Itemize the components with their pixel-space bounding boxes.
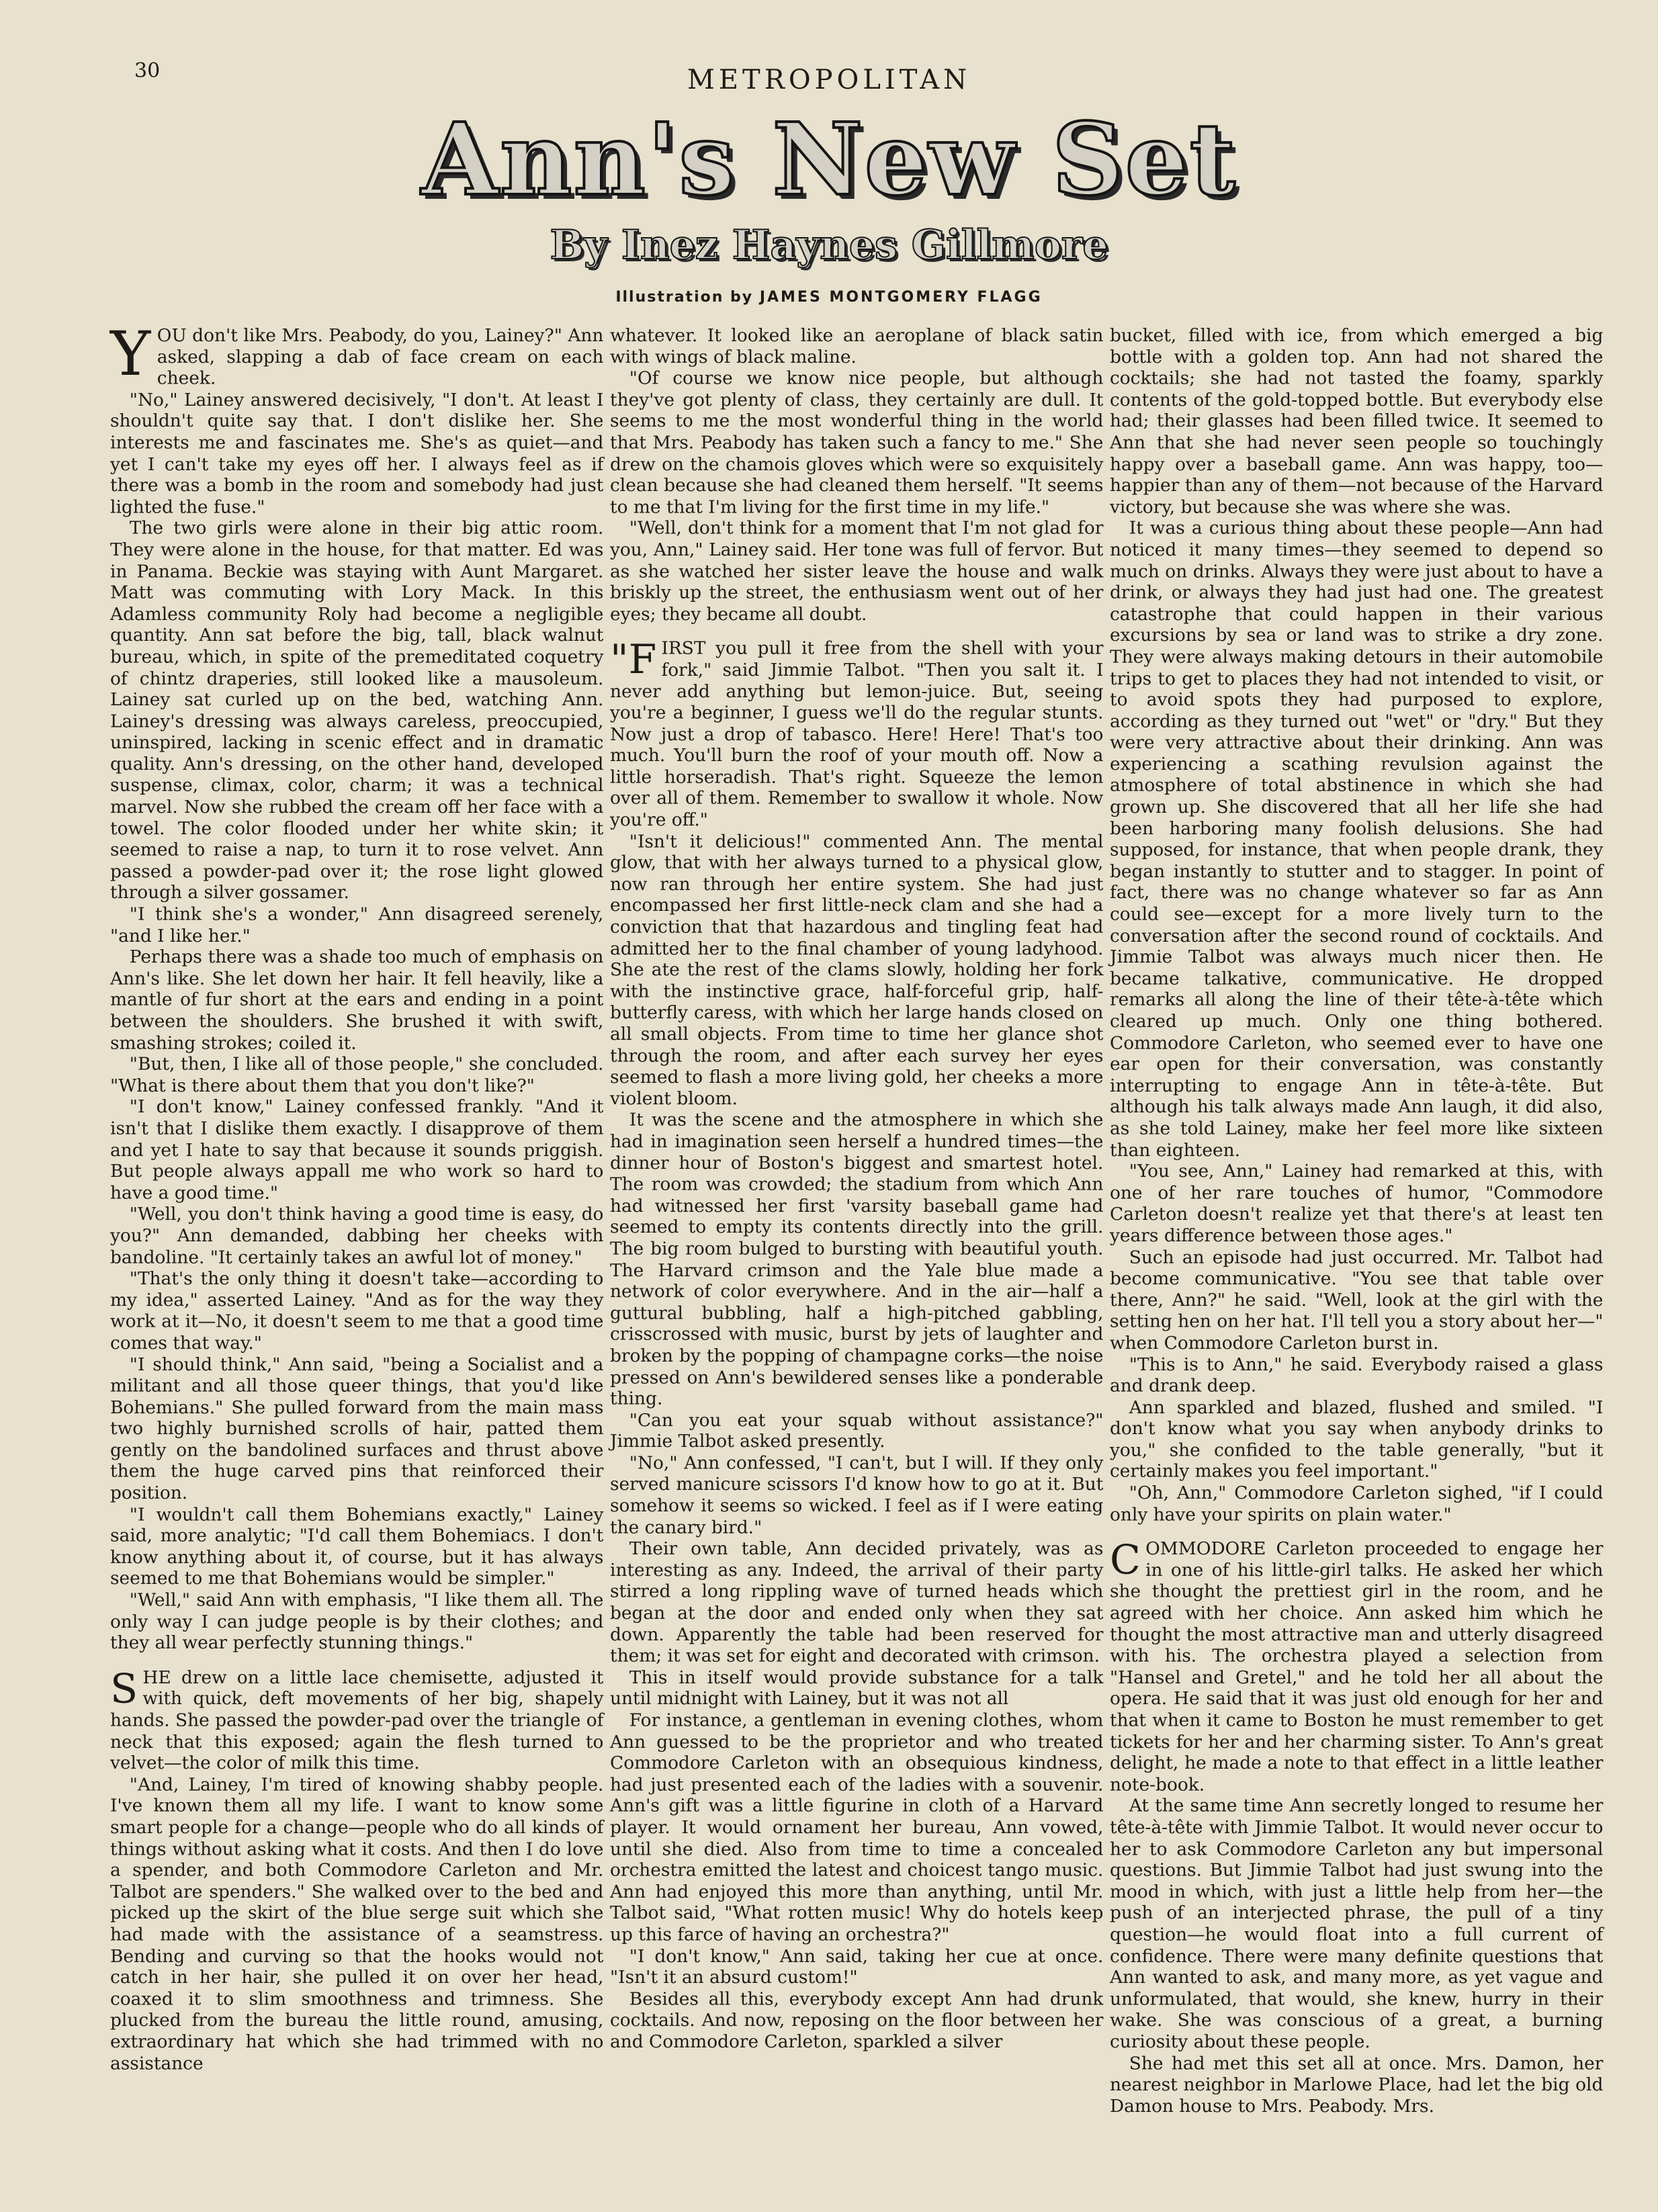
paragraph: "Well," said Ann with emphasis, "I like them all. The only way I can judge people is by their clothes; and they all wear perfectly stunning things.": [110, 1590, 604, 1654]
text-column-1: [110, 318, 604, 2075]
paragraph: bucket, filled with ice, from which emerged a big bottle with a golden top. Ann had not shared the cocktails; she had not tasted the foamy, sparkly contents of the gold-topped bottle. But everybody else had; their glasses had been filled twice. It seemed to Ann that she had never seen people so touchingly happy over a baseball game. Ann was happy, too—happier than any of them—not because of the Harvard victory, but because she was where she was.: [1110, 326, 1604, 518]
paragraph: It was the scene and the atmosphere in which she had in imagination seen herself a hundred times—the dinner hour of Boston's biggest and smartest hotel. The room was crowded; the stadium from which Ann had witnessed her first 'varsity baseball game had seemed to empty its contents directly into the grill. The big room bulged to bursting with beautiful youth. The Harvard crimson and the Yale blue made a network of color everywhere. And in the air—half a guttural bubbling, half a high-pitched gabbling, crisscrossed with music, burst by jets of laughter and broken by the popping of champagne corks—the noise pressed on Ann's bewildered senses like a ponderable thing.: [610, 1110, 1104, 1409]
paragraph: "Isn't it delicious!" commented Ann. The mental glow, that with her always turned to a physical glow, now ran through her entire system. She had just encompassed her first little-neck clam and she had a conviction that that hazardous and tingling feat had admitted her to the final chamber of young ladyhood. She ate the rest of the clams slowly, holding her fork with the instinctive grace, half-forceful grip, half-butterfly caress, with which her large hands closed on all small objects. From time to time her glance shot through the room, and after each survey her eyes seemed to flash a more living gold, her cheeks a more violent bloom.: [610, 832, 1104, 1110]
paragraph: It was a curious thing about these people—Ann had noticed it many times—they seemed to depend so much on drinks. Always they were just about to have a drink, or always they had just had one. The greatest catastrophe that could happen in their various excursions by sea or land was to strike a dry zone. They were always making detours in their automobile trips to get to places they had not intended to visit, or to avoid spots they had purposed to explore, according as they turned out "wet" or "dry." But they were very attractive about their drinking. Ann was experiencing a scathing revulsion against the atmosphere of total abstinence in which she had grown up. She discovered that all her life she had been harboring many foolish delusions. She had supposed, for instance, that when people drank, they began instantly to stutter and to stagger. In point of fact, there was no change whatever so far as Ann could see—except for a more lively turn to the conversation after the second round of cocktails. And Jimmie Talbot was always much nicer then. He became talkative, communicative. He dropped remarks all along the line of their tête-à-tête which cleared up much. Only one thing bothered. Commodore Carleton, who seemed ever to have one ear open for their conversation, was constantly interrupting to engage Ann in tête-à-tête. But although his talk always made Ann laugh, it did also, as she told Lainey, make her feel more like sixteen than eighteen.: [1110, 519, 1604, 1161]
text-column-2: [610, 326, 1103, 2053]
paragraph: Besides all this, everybody except Ann had drunk cocktails. And now, reposing on the floor between her and Commodore Carleton, sparkled a silver: [610, 1989, 1104, 2053]
paragraph-text: HE drew on a little lace chemisette, adjusted it with quick, deft movements of her big, shapely hands. She passed the powder-pad over the triangle of neck that this exposed; again the flesh turned to velvet—the color of milk this time.: [110, 1667, 604, 1774]
paragraph: [610, 636, 1104, 832]
illustrator-name: JAMES MONTGOMERY FLAGG: [759, 289, 1043, 306]
paragraph: She had met this set all at once. Mrs. Damon, her nearest neighbor in Marlowe Place, had let the big old Damon house to Mrs. Peabody. Mrs.: [1110, 2053, 1604, 2117]
drop-cap: C: [1110, 1536, 1141, 1584]
paragraph: "But, then, I like all of those people," she concluded. "What is there about them that you don't like?": [110, 1055, 604, 1096]
illustration-credit: [0, 289, 1658, 306]
text-column-3: [1110, 326, 1603, 2118]
paragraph: "Can you eat your squab without assistance?" Jimmie Talbot asked presently.: [610, 1410, 1104, 1452]
byline: By Inez Haynes Gillmore: [550, 222, 1108, 269]
paragraph: "I wouldn't call them Bohemians exactly," Lainey said, more analytic; "I'd call them Bohemiacs. I don't know anything about it, of course, but it has always seemed to me that Bohemians would be simpler.": [110, 1505, 604, 1589]
paragraph: Such an episode had just occurred. Mr. Talbot had become communicative. "You see that table over there, Ann?" he said. "Well, look at the girl with the setting hen on her hat. I'll tell you a story about her—" when Commodore Carleton burst in.: [1110, 1247, 1604, 1354]
paragraph: This in itself would provide substance for a talk until midnight with Lainey, but it was not all: [610, 1667, 1104, 1710]
paragraph: "And, Lainey, I'm tired of knowing shabby people. I've known them all my life. I want to know some smart people for a change—people who do all kinds of things without asking what it costs. And then I do love a spender, and both Commodore Carleton and Mr. Talbot are spenders." She walked over to the bed and picked up the skirt of the blue serge suit which she had made with the assistance of a seamstress. Bending and curving so that the hooks would not catch in her hair, she pulled it on over her head, coaxed it to slim smoothness and trimness. She plucked from the bureau the little round, amusing, extraordinary hat which she had trimmed with no assistance: [110, 1775, 604, 2074]
paragraph-text: OMMODORE Carleton proceeded to engage her in one of his little-girl talks. He asked her which she thought the prettiest girl in the room, and he agreed with her choice. Ann asked him which he thought the most attractive man and utterly disagreed with his. The orchestra played a selection from "Hansel and Gretel," and he told her all about the opera. He said that it was just old enough for her and that when it came to Boston he must remember to get tickets for her and her charming sister. To Ann's great delight, he made a note to that effect in a little leather note-book.: [1110, 1539, 1604, 1796]
paragraph: For instance, a gentleman in evening clothes, whom Ann guessed to be the proprietor and who treated Commodore Carleton with an obsequious kindness, had just presented each of the ladies with a souvenir. Ann's gift was a little figurine in cloth of a Harvard player. It would ornament her bureau, Ann vowed, until she died. Also from time to time a concealed orchestra emitted the latest and choicest tango music. Ann had enjoyed this more than anything, until Mr. Talbot said, "What rotten music! Why do hotels keep up this farce of having an orchestra?": [610, 1710, 1104, 1945]
paragraph: "I don't know," Ann said, taking her cue at once. "Isn't it an absurd custom!": [610, 1946, 1104, 1988]
paragraph: "No," Lainey answered decisively, "I don't. At least I shouldn't quite say that. I don't dislike her. She interests me and fascinates me. She's as quiet—and yet I can't take my eyes off her. I always feel as if there was a bomb in the room and somebody had just lighted the fuse.": [110, 390, 604, 518]
running-head: METROPOLITAN: [687, 64, 971, 95]
drop-cap: "F: [610, 636, 657, 683]
paragraph-text: IRST you pull it free from the shell with your fork," said Jimmie Talbot. "Then you salt it. I never add anything but lemon-juice. But, seeing you're a beginner, I guess we'll do the regular stunts. Now just a drop of tabasco. Here! Here! That's too much. You'll burn the roof of your mouth off. Now a little horseradish. That's right. Squeeze the lemon over all of them. Remember to swallow it whole. Now you're off.": [610, 638, 1104, 831]
paragraph: "This is to Ann," he said. Everybody raised a glass and drank deep.: [1110, 1354, 1604, 1397]
paragraph: The two girls were alone in their big attic room. They were alone in the house, for that matter. Ed was in Panama. Beckie was staying with Aunt Margaret. Matt was commuting with Lory Mack. In this Adamless community Roly had become a negligible quantity. Ann sat before the big, tall, black walnut bureau, which, in spite of the premeditated coquetry of chintz draperies, still looked like a mausoleum. Lainey sat curled up on the bed, watching Ann. Lainey's dressing was always careless, preoccupied, uninspired, lacking in scenic effect and in dramatic quality. Ann's dressing, on the other hand, developed suspense, climax, color, charm; it was a technical marvel. Now she rubbed the cream off her face with a towel. The color flooded under her white skin; it seemed to raise a nap, to turn it to rose velvet. Ann passed a powder-pad over it; the rose light glowed through a silver gossamer.: [110, 519, 604, 903]
paragraph: Ann sparkled and blazed, flushed and smiled. "I don't know what you say when anybody drinks to you," she confided to the table generally, "but it certainly makes you feel important.": [1110, 1397, 1604, 1483]
paragraph: Perhaps there was a shade too much of emphasis on Ann's like. She let down her hair. It fell heavily, like a mantle of fur short at the ears and ending in a point between the shoulders. She brushed it with swift, smashing strokes; coiled it.: [110, 947, 604, 1054]
paragraph: [110, 1665, 604, 1775]
paragraph: [110, 318, 604, 390]
paragraph: "Well, you don't think having a good time is easy, do you?" Ann demanded, dabbing her cheeks with bandoline. "It certainly takes an awful lot of money.": [110, 1204, 604, 1268]
paragraph: "You see, Ann," Lainey had remarked at this, with one of her rare touches of humor, "Commodore Carleton doesn't realize yet that there's at least ten years difference between those ages.": [1110, 1161, 1604, 1247]
paragraph: "I don't know," Lainey confessed frankly. "And it isn't that I dislike them exactly. I disapprove of them and yet I hate to say that because it sounds priggish. But people always appall me who work so hard to have a good time.": [110, 1097, 604, 1204]
paragraph: [1110, 1536, 1604, 1796]
illustration-label: Illustration by: [615, 289, 754, 306]
paragraph: "Oh, Ann," Commodore Carleton sighed, "if I could only have your spirits on plain water.": [1110, 1483, 1604, 1525]
paragraph: "I should think," Ann said, "being a Socialist and a militant and all those queer things, that you'd like Bohemians." She pulled forward from the main mass two highly burnished scrolls of hair, patted them gently on the bandolined surfaces and thrust above them the huge carved pins that reinforced their position.: [110, 1354, 604, 1504]
paragraph: "I think she's a wonder," Ann disagreed serenely, "and I like her.": [110, 904, 604, 946]
paragraph: whatever. It looked like an aeroplane of black satin with wings of black maline.: [610, 326, 1104, 367]
paragraph: "That's the only thing it doesn't take—according to my idea," asserted Lainey. "And as for the way they work at it—No, it doesn't seem to me that a good time comes that way.": [110, 1269, 604, 1354]
story-title: Ann's New Set: [421, 101, 1237, 218]
paragraph: "Well, don't think for a moment that I'm not glad for you, Ann," Lainey said. Her tone was full of fervor. But as she watched her sister leave the house and walk briskly up the street, the enthusiasm went out of her eyes; they became all doubt.: [610, 519, 1104, 625]
paragraph: At the same time Ann secretly longed to resume her tête-à-tête with Jimmie Talbot. It would never occur to her to ask Commodore Carleton any but impersonal questions. But Jimmie Talbot had just swung into the mood in which, with just a little help from her—the push of an interjected phrase, the pull of a tiny question—he would float into a full current of confidence. There were many definite questions that Ann wanted to ask, and many more, as yet vague and unformulated, that would, she knew, hurry in their wake. She was conscious of a great, a burning curiosity about these people.: [1110, 1796, 1604, 2053]
page-number: 30: [134, 59, 161, 83]
paragraph: "Of course we know nice people, but although they've got plenty of class, they certainly are dull. It seems to me the most wonderful thing in the world that Mrs. Peabody has taken such a fancy to me." She drew on the chamois gloves which were so exquisitely clean because she had cleaned them herself. "It seems to me that I'm living for the first time in my life.": [610, 368, 1104, 518]
paragraph: Their own table, Ann decided privately, was as interesting as any. Indeed, the arrival of their party stirred a long rippling wave of turned heads which began at the door and ended only when they sat down. Apparently the table had been reserved for them; it was set for eight and decorated with crimson.: [610, 1539, 1104, 1667]
drop-cap: Y: [110, 318, 151, 390]
drop-cap: S: [110, 1665, 138, 1712]
paragraph: "No," Ann confessed, "I can't, but I will. If they only served manicure scissors I'd know how to go at it. But somehow it seems so wicked. I feel as if I were eating the canary bird.": [610, 1453, 1104, 1538]
paragraph-text: OU don't like Mrs. Peabody, do you, Lainey?" Ann asked, slapping a dab of face cream on each cheek.: [157, 326, 604, 389]
